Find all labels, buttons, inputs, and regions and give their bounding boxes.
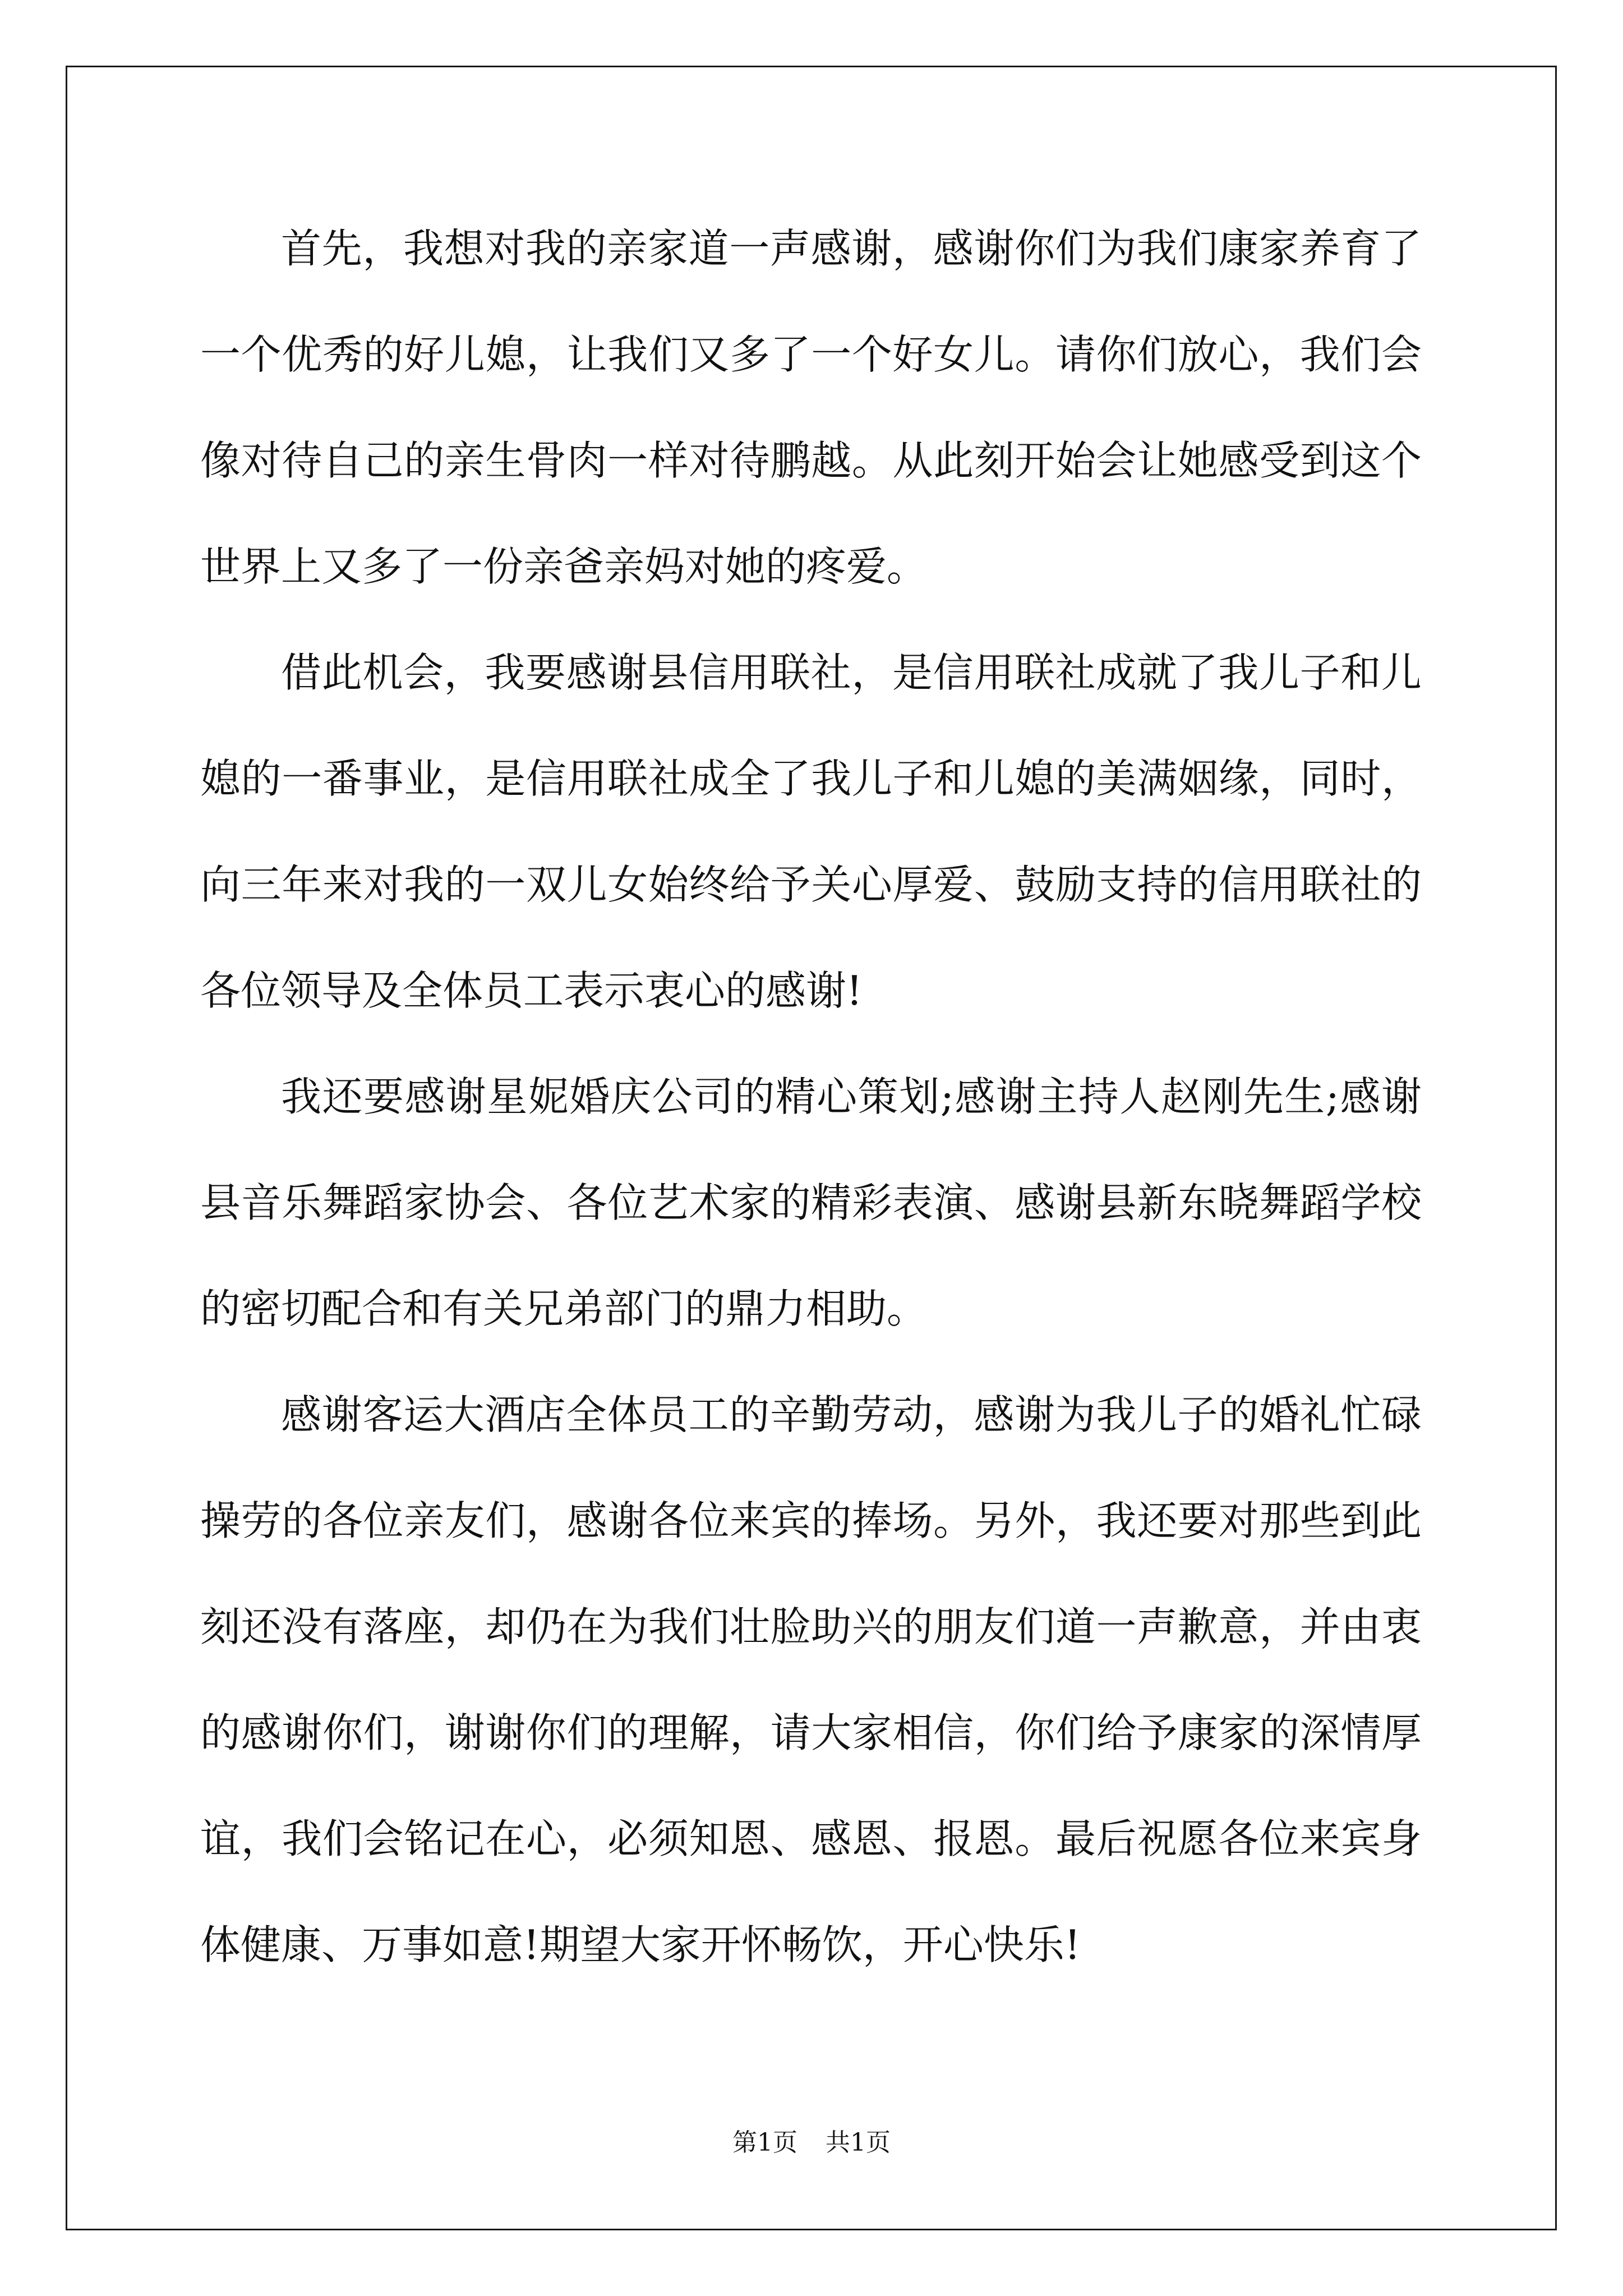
paragraph-4 bbox=[200, 1362, 1422, 1998]
text-line: 借此机会，我要感谢县信用联社，是信用联社成就了我儿子和儿 bbox=[281, 649, 1422, 696]
text-line: 体健康、万事如意!期望大家开怀畅饮，开心快乐! bbox=[200, 1921, 1081, 1968]
paragraph-2 bbox=[200, 620, 1422, 1044]
text-line: 一个优秀的好儿媳，让我们又多了一个好女儿。请你们放心，我们会 bbox=[200, 331, 1422, 378]
text-line: 像对待自己的亲生骨肉一样对待鹏越。从此刻开始会让她感受到这个 bbox=[200, 437, 1422, 484]
page-total: 共1页 bbox=[826, 2128, 891, 2157]
text-line: 刻还没有落座，却仍在为我们壮脸助兴的朋友们道一声歉意，并由衷 bbox=[200, 1603, 1422, 1650]
text-line: 谊，我们会铭记在心，必须知恩、感恩、报恩。最后祝愿各位来宾身 bbox=[200, 1815, 1422, 1862]
text-line: 的感谢你们，谢谢你们的理解，请大家相信，你们给予康家的深情厚 bbox=[200, 1709, 1422, 1756]
text-line: 县音乐舞蹈家协会、各位艺术家的精彩表演、感谢县新东晓舞蹈学校 bbox=[200, 1179, 1422, 1226]
document-body bbox=[200, 196, 1422, 1998]
page-number: 第1页 bbox=[732, 2128, 797, 2157]
page-footer bbox=[0, 2126, 1623, 2160]
text-line: 的密切配合和有关兄弟部门的鼎力相助。 bbox=[200, 1285, 928, 1332]
paragraph-1 bbox=[200, 196, 1422, 620]
text-line: 操劳的各位亲友们，感谢各位来宾的捧场。另外，我还要对那些到此 bbox=[200, 1497, 1422, 1544]
text-line: 感谢客运大酒店全体员工的辛勤劳动，感谢为我儿子的婚礼忙碌 bbox=[281, 1391, 1422, 1438]
paragraph-3 bbox=[200, 1044, 1422, 1362]
text-line: 各位领导及全体员工表示衷心的感谢! bbox=[200, 967, 863, 1014]
text-line: 媳的一番事业，是信用联社成全了我儿子和儿媳的美满姻缘，同时， bbox=[200, 755, 1422, 802]
text-line: 向三年来对我的一双儿女始终给予关心厚爱、鼓励支持的信用联社的 bbox=[200, 861, 1422, 908]
text-line: 首先，我想对我的亲家道一声感谢，感谢你们为我们康家养育了 bbox=[281, 225, 1422, 272]
text-line: 世界上又多了一份亲爸亲妈对她的疼爱。 bbox=[200, 543, 928, 590]
text-line: 我还要感谢星妮婚庆公司的精心策划;感谢主持人赵刚先生;感谢 bbox=[281, 1073, 1422, 1120]
